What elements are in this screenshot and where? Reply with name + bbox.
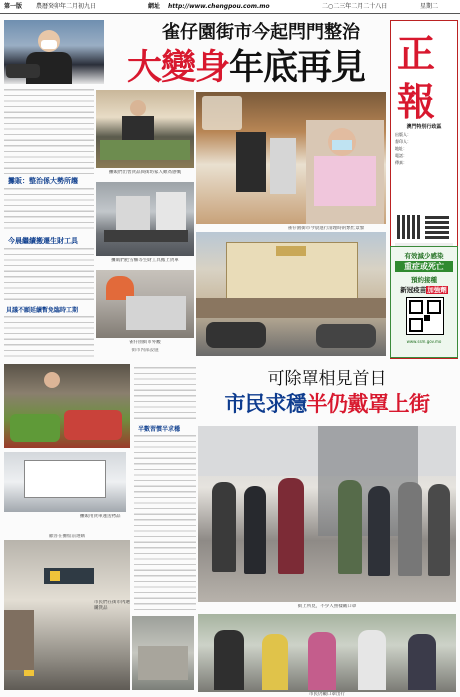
photo-moving-fridge [96,182,194,256]
ad-promo: 預約接種 [411,276,437,284]
ad-promo-highlight: 加強劑 [427,286,447,294]
site-url[interactable]: http://www.chengpou.com.mo [168,3,270,10]
second-body-2 [134,434,196,610]
small-qr-code-1[interactable] [397,215,421,239]
lead-body-3 [4,247,94,303]
masthead-char-2: 報 [397,79,436,124]
subhead-1: 攤販：整治係大勢所趨 [8,177,78,185]
photo-vendor [96,90,194,168]
masthead-info-block [395,123,453,211]
headline-red-2: 半仍戴罩上街 [306,392,430,416]
second-kicker: 可除罩相見首日 [267,369,387,389]
caption-6: 市民們在街市內選購貨品 [94,600,130,611]
ad-promo-vaccine: 新冠疫苗 [400,286,427,294]
small-qr-code-2[interactable] [425,215,449,239]
photo-stall-interior [196,92,386,224]
info-line: 地址： [395,146,407,151]
photo-street-crowd [198,426,456,602]
ad-notice-highlight: 重症或死亡 [395,261,453,272]
caption-4: 雀仔園街市外觀 [129,340,161,345]
headline-black: 年底再見 [229,48,366,88]
second-headline [196,388,458,418]
site-label: 網址 [148,3,161,10]
vaccine-ad[interactable] [390,246,458,358]
headline-blue: 市民求穩 [224,392,307,416]
subhead-3: 貝議不願延續暫免臨時工期 [6,307,79,314]
ad-qr-label: www.ssm.gov.mo [406,339,442,344]
photo-official [4,20,104,84]
lunar-date: 農曆癸卯年二月初九日 [36,3,97,10]
info-line: 傳真： [395,160,407,165]
lead-body-1 [4,88,94,174]
photo-stall-cart [96,270,194,338]
photo-masked-pedestrians [198,614,456,692]
lead-body-2 [4,187,94,233]
weekday: 星期二 [420,3,439,10]
subhead-2: 今晨繼續搬遷生財工具 [8,237,78,245]
second-subhead: 半數習慣半求穩 [138,426,181,433]
lead-kicker: 雀仔園街市今起閂門整治 [162,22,360,43]
headline-red: 大變身 [126,48,229,88]
photo-market-exterior [196,232,386,356]
lead-body-4 [4,315,94,361]
top-bar [0,0,460,14]
caption-7: 街上所見，不少人照樣戴口罩 [297,604,357,609]
page-label: 第一版 [4,3,23,10]
caption-8: 市民仍戴口罩出行 [309,692,345,697]
second-body-1 [134,366,196,422]
masthead-sidebar-text [445,25,453,115]
photo-market-interior [132,616,194,690]
caption-lead-7: 顧客在攤檔前選購 [49,534,85,539]
photo-signboard [4,452,126,512]
lead-headline [104,40,388,90]
caption-lead-6: 街市內部設施 [131,348,159,353]
ad-promo-line [395,285,453,294]
ad-qr-code[interactable] [406,297,444,335]
photo-market-aisle [4,540,130,690]
info-line: 出版人： [395,132,411,137]
masthead-char-1: 正 [397,31,436,76]
info-line: 澳門特別行政區 [406,124,442,130]
ad-notice: 有效減少感染 [404,252,444,260]
caption-2: 雀仔園街市今晨進行清理時的繁忙景象 [287,226,365,231]
caption-1: 攤販們出售貨品與街坊家人頗為感慨 [109,170,181,175]
info-line: 督印人： [395,139,411,144]
caption-5: 攤販用貨車運送物品 [80,514,121,519]
caption-3: 攤販們把雪櫃等生財工具搬上貨車 [111,258,179,263]
info-line: 電話： [395,153,407,158]
issue-date: 二○二三年二月二十八日 [322,3,388,10]
photo-veg-stall [4,364,130,448]
